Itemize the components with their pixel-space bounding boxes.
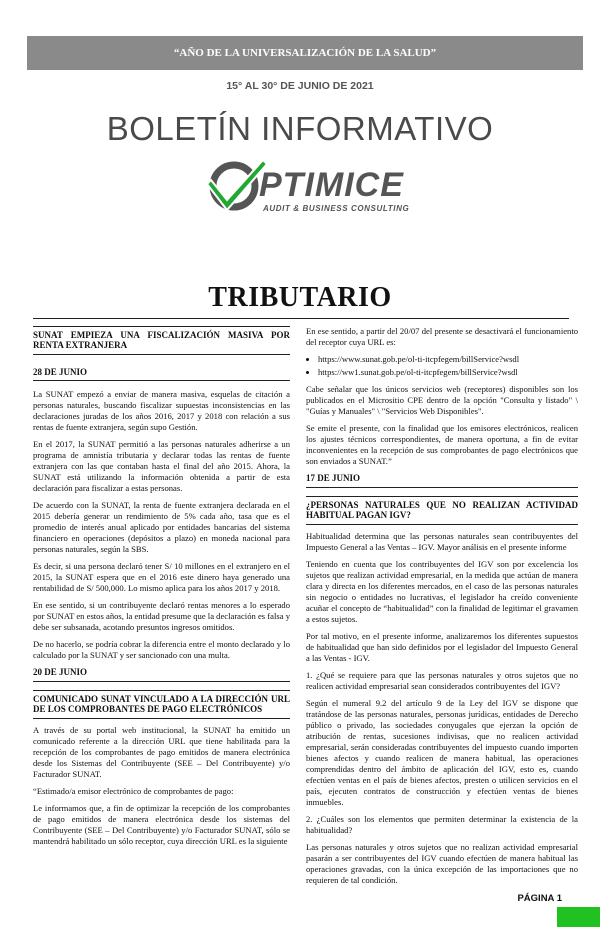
bulletin-title: BOLETÍN INFORMATIVO	[106, 110, 494, 147]
header-banner: “AÑO DE LA UNIVERSALIZACIÓN DE LA SALUD”	[27, 36, 583, 70]
article-title: ¿PERSONAS NATURALES QUE NO REALIZAN ACTIVIDAD HABITUAL PAGAN IGV?	[306, 496, 578, 526]
url-item[interactable]: • https://www.sunat.gob.pe/ol-ti-itcpfegem/billService?wsdl	[318, 354, 578, 365]
url-item[interactable]: • https://ww1.sunat.gob.pe/ol-ti-itcpfegem/billService?wsdl	[318, 367, 578, 378]
paragraph: “Estimado/a emisor electrónico de comprobantes de pago:	[33, 786, 234, 797]
article-title: SUNAT EMPIEZA UNA FISCALIZACIÓN MASIVA POR RENTA EXTRANJERA	[33, 326, 290, 355]
paragraph: La SUNAT empezó a enviar de manera masiva, esquelas de citación a personas naturales, buscando fiscalizar supuestas inconsistencias en las declaraciones juradas de los años 2016, 2017 y 2018 con relación a sus rentas de fuente extranjera, según supo Gestión.	[33, 389, 290, 433]
article-date: 20 DE JUNIO	[33, 667, 290, 682]
paragraph: En el 2017, la SUNAT permitió a las personas naturales adherirse a un programa de amnistía tributaria y declarar todas las rentas de fuente extranjera con las que contaban hasta el final del año 2015. Ahora, la SUNAT está utilizando la información obtenida a partir de esta declaración para fiscalizar a estas personas.	[33, 439, 290, 494]
paragraph: Le informamos que, a fin de optimizar la recepción de los comprobantes de pago emitidos de manera electrónica desde los sistemas del Contribuyente (SEE – Del Contribuyente) y/o Facturador SUNAT, sólo se mantendrá habilitado un sólo receptor, cuya dirección URL es la siguiente	[33, 803, 290, 847]
paragraph: En ese sentido, si un contribuyente declaró rentas menores a lo esperado por SUNAT en estos años, la entidad presume que la declaración es falsa y debe ser subsanada, acotando presuntos ingresos omitidos.	[33, 600, 290, 633]
page-tab	[557, 907, 600, 927]
right-column	[306, 326, 578, 892]
date-range: 15° AL 30° DE JUNIO DE 2021	[226, 80, 374, 92]
paragraph: Es decir, si una persona declaró tener S/ 10 millones en el extranjero en el 2015, la SUNAT espera que en el 2016 este dinero haya generado una rentabilidad de S/ 500,000. Lo mismo aplica para los años 2017 y 2018.	[33, 561, 290, 594]
url-list	[306, 354, 578, 378]
paragraph: En ese sentido, a partir del 20/07 del presente se desactivará el funcionamiento del receptor cuya URL es:	[306, 326, 578, 347]
article-title: COMUNICADO SUNAT VINCULADO A LA DIRECCIÓN URL DE LOS COMPROBANTES DE PAGO ELECTRÓNICOS	[33, 690, 290, 720]
paragraph: De no hacerlo, se podría cobrar la diferencia entre el monto declarado y lo calculado por la SUNAT y ser sancionado con una multa.	[33, 639, 290, 661]
left-column	[33, 326, 290, 853]
paragraph: Habitualidad determina que las personas naturales sean contribuyentes del Impuesto General a las Ventas – IGV. Mayor análisis en el presente informe	[306, 531, 578, 553]
paragraph: 1. ¿Qué se requiere para que las personas naturales y otros sujetos que no realicen actividad empresarial sean considerados contribuyentes del IGV?	[306, 670, 578, 692]
optimice-logo	[205, 156, 415, 216]
article-date: 17 DE JUNIO	[306, 473, 578, 488]
paragraph: De acuerdo con la SUNAT, la renta de fuente extranjera declarada en el 2015 debería generar un rendimiento de 5% cada año, tasa que es el promedio de interés anual aplicado por entidades bancarias del sistema financiero en operaciones (depósitos a plazo) en moneda nacional para personas naturales, según la SBS.	[33, 500, 290, 555]
paragraph: Por tal motivo, en el presente informe, analizaremos los diferentes supuestos de habitualidad que han sido definidos por el legislador del Impuesto General a las Ventas - IGV.	[306, 631, 578, 664]
logo-wordmark: PTIMICE	[259, 166, 404, 204]
page-number: PÁGINA 1	[517, 893, 562, 904]
paragraph: Según el numeral 9.2 del artículo 9 de la Ley del IGV se dispone que tratándose de las personas naturales, personas jurídicas, entidades de Derecho público o privado, las sociedades conyugales que ejerzan la opción de atribución de rentas, sucesiones indivisas, que no realicen actividad empresarial, serán consideradas contribuyentes del impuesto cuando importen bienes afectos y cuando realicen de manera habitual, las operaciones comprendidas dentro del ámbito de aplicación del IGV, esto es, cuando efectúen ventas en el país de bienes afectos, presten o utilicen servicios en el país, ejecuten contratos de construcción y efectúen ventas de bienes inmuebles.	[306, 698, 578, 808]
paragraph: A través de su portal web institucional, la SUNAT ha emitido un comunicado referente a la dirección URL que tiene habilitada para la recepción de los comprobantes de pago emitidos de manera electrónica desde los Sistemas del Contribuyente (SEE – Del Contribuyente) y/o Facturador SUNAT.	[33, 725, 290, 780]
section-title: TRIBUTARIO	[208, 282, 392, 313]
article-date: 28 DE JUNIO	[33, 361, 290, 382]
paragraph: Teniendo en cuenta que los contribuyentes del IGV son por excelencia los sujetos que realizan actividad empresarial, en la medida que actúan de manera clara y directa en los diferentes mercados, en el caso de las personas naturales sin negocio o entidades no lucrativas, el legislador ha creído conveniente acuñar el concepto de “habitualidad” con la finalidad de legitimar el gravamen a estos sujetos.	[306, 559, 578, 625]
paragraph: Las personas naturales y otros sujetos que no realizan actividad empresarial pasarán a ser contribuyentes del IGV cuando efectúen de manera habitual las operaciones gravadas, con la única excepción de las importaciones que no requieren de tal condición.	[306, 842, 578, 886]
paragraph: Se emite el presente, con la finalidad que los emisores electrónicos, realicen los ajustes técnicos correspondientes, de manera oportuna, a fin de evitar inconvenientes en la recepción de sus comprobantes de pago electrónicos que son enviados a SUNAT.”	[306, 423, 578, 466]
paragraph: 2. ¿Cuáles son los elementos que permiten determinar la existencia de la habitualidad?	[306, 814, 578, 836]
logo-tagline: AUDIT & BUSINESS CONSULTING	[263, 204, 410, 213]
paragraph: Cabe señalar que los únicos servicios web (receptores) disponibles son los publicados en el Micrositio CPE dentro de la opción "Consulta y listado" \ "Guías y Manuales" \ "Servicios Web Disponibles".	[306, 384, 578, 416]
section-rule	[33, 318, 569, 319]
